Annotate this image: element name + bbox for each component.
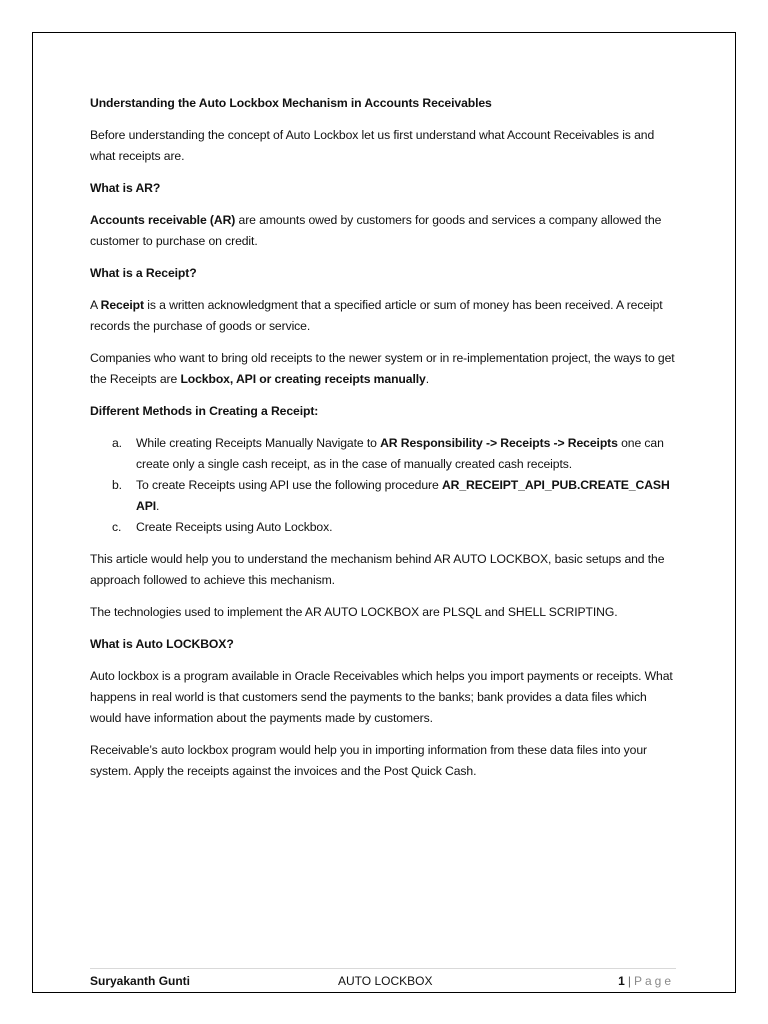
list-marker: c. [112, 520, 122, 534]
what-is-receipt-heading: What is a Receipt? [90, 266, 197, 280]
list-item [90, 433, 676, 475]
article-purpose-paragraph: This article would help you to understand the mechanism behind AR AUTO LOCKBOX, basic setups and the approach followed to achieve this mechanism. [90, 552, 665, 587]
lockbox-paragraph-1: Auto lockbox is a program available in Oracle Receivables which helps you import payments or receipts. What happens in real world is that customers send the payments to the banks; bank provides a data files which would have information about the payments made by customers. [90, 669, 673, 725]
list-marker: b. [112, 478, 122, 492]
footer-page-number [618, 971, 674, 991]
lockbox-paragraph-2: Receivable’s auto lockbox program would help you in importing information from these data files into your system. Apply the receipts against the invoices and the Post Quick Cash. [90, 743, 647, 778]
method-text: To create Receipts using API use the following procedure [136, 478, 442, 492]
intro-paragraph: Before understanding the concept of Auto Lockbox let us first understand what Account Receivables is and what receipts are. [90, 128, 655, 163]
what-is-lockbox-heading: What is Auto LOCKBOX? [90, 637, 234, 651]
ar-term: Accounts receivable (AR) [90, 213, 236, 227]
migration-paragraph [90, 348, 676, 390]
page-number: 1 [618, 974, 625, 988]
method-text: While creating Receipts Manually Navigate to [136, 436, 381, 450]
receipt-term: Receipt [100, 298, 144, 312]
footer-author: Suryakanth Gunti [90, 974, 191, 988]
list-item [90, 517, 676, 538]
migration-suffix: . [425, 372, 430, 386]
methods-heading: Different Methods in Creating a Receipt: [90, 404, 319, 418]
receipt-prefix: A [90, 298, 101, 312]
page-separator: | [627, 974, 631, 988]
list-marker: a. [112, 436, 122, 450]
method-bold: AR_RECEIPT_API_PUB.CREATE_CASH API [136, 478, 670, 513]
document-body [90, 93, 676, 793]
what-is-ar-heading: What is AR? [90, 181, 161, 195]
page-word: Page [633, 974, 674, 988]
method-text: Create Receipts using Auto Lockbox. [136, 520, 333, 534]
method-text: one can create only a single cash receipt, as in the case of manually created cash receipts. [136, 436, 664, 471]
method-bold: AR Responsibility -> Receipts -> Receipts [380, 436, 618, 450]
document-title: Understanding the Auto Lockbox Mechanism in Accounts Receivables [90, 96, 492, 110]
ar-definition-paragraph [90, 210, 676, 252]
migration-bold: Lockbox, API or creating receipts manually [180, 372, 426, 386]
ar-definition-text: are amounts owed by customers for goods and services a company allowed the customer to purchase on credit. [90, 213, 662, 248]
method-text: . [156, 499, 160, 513]
list-item [90, 475, 676, 517]
methods-list [90, 433, 676, 538]
migration-text: Companies who want to bring old receipts to the newer system or in re-implementation project, the ways to get the Receipts are [90, 351, 675, 386]
page-footer [90, 968, 676, 989]
technologies-paragraph: The technologies used to implement the AR AUTO LOCKBOX are PLSQL and SHELL SCRIPTING. [90, 605, 618, 619]
receipt-definition-text: is a written acknowledgment that a specified article or sum of money has been received. A receipt records the purchase of goods or service. [90, 298, 663, 333]
receipt-definition-paragraph [90, 295, 676, 337]
footer-doc-title: AUTO LOCKBOX [338, 974, 433, 988]
